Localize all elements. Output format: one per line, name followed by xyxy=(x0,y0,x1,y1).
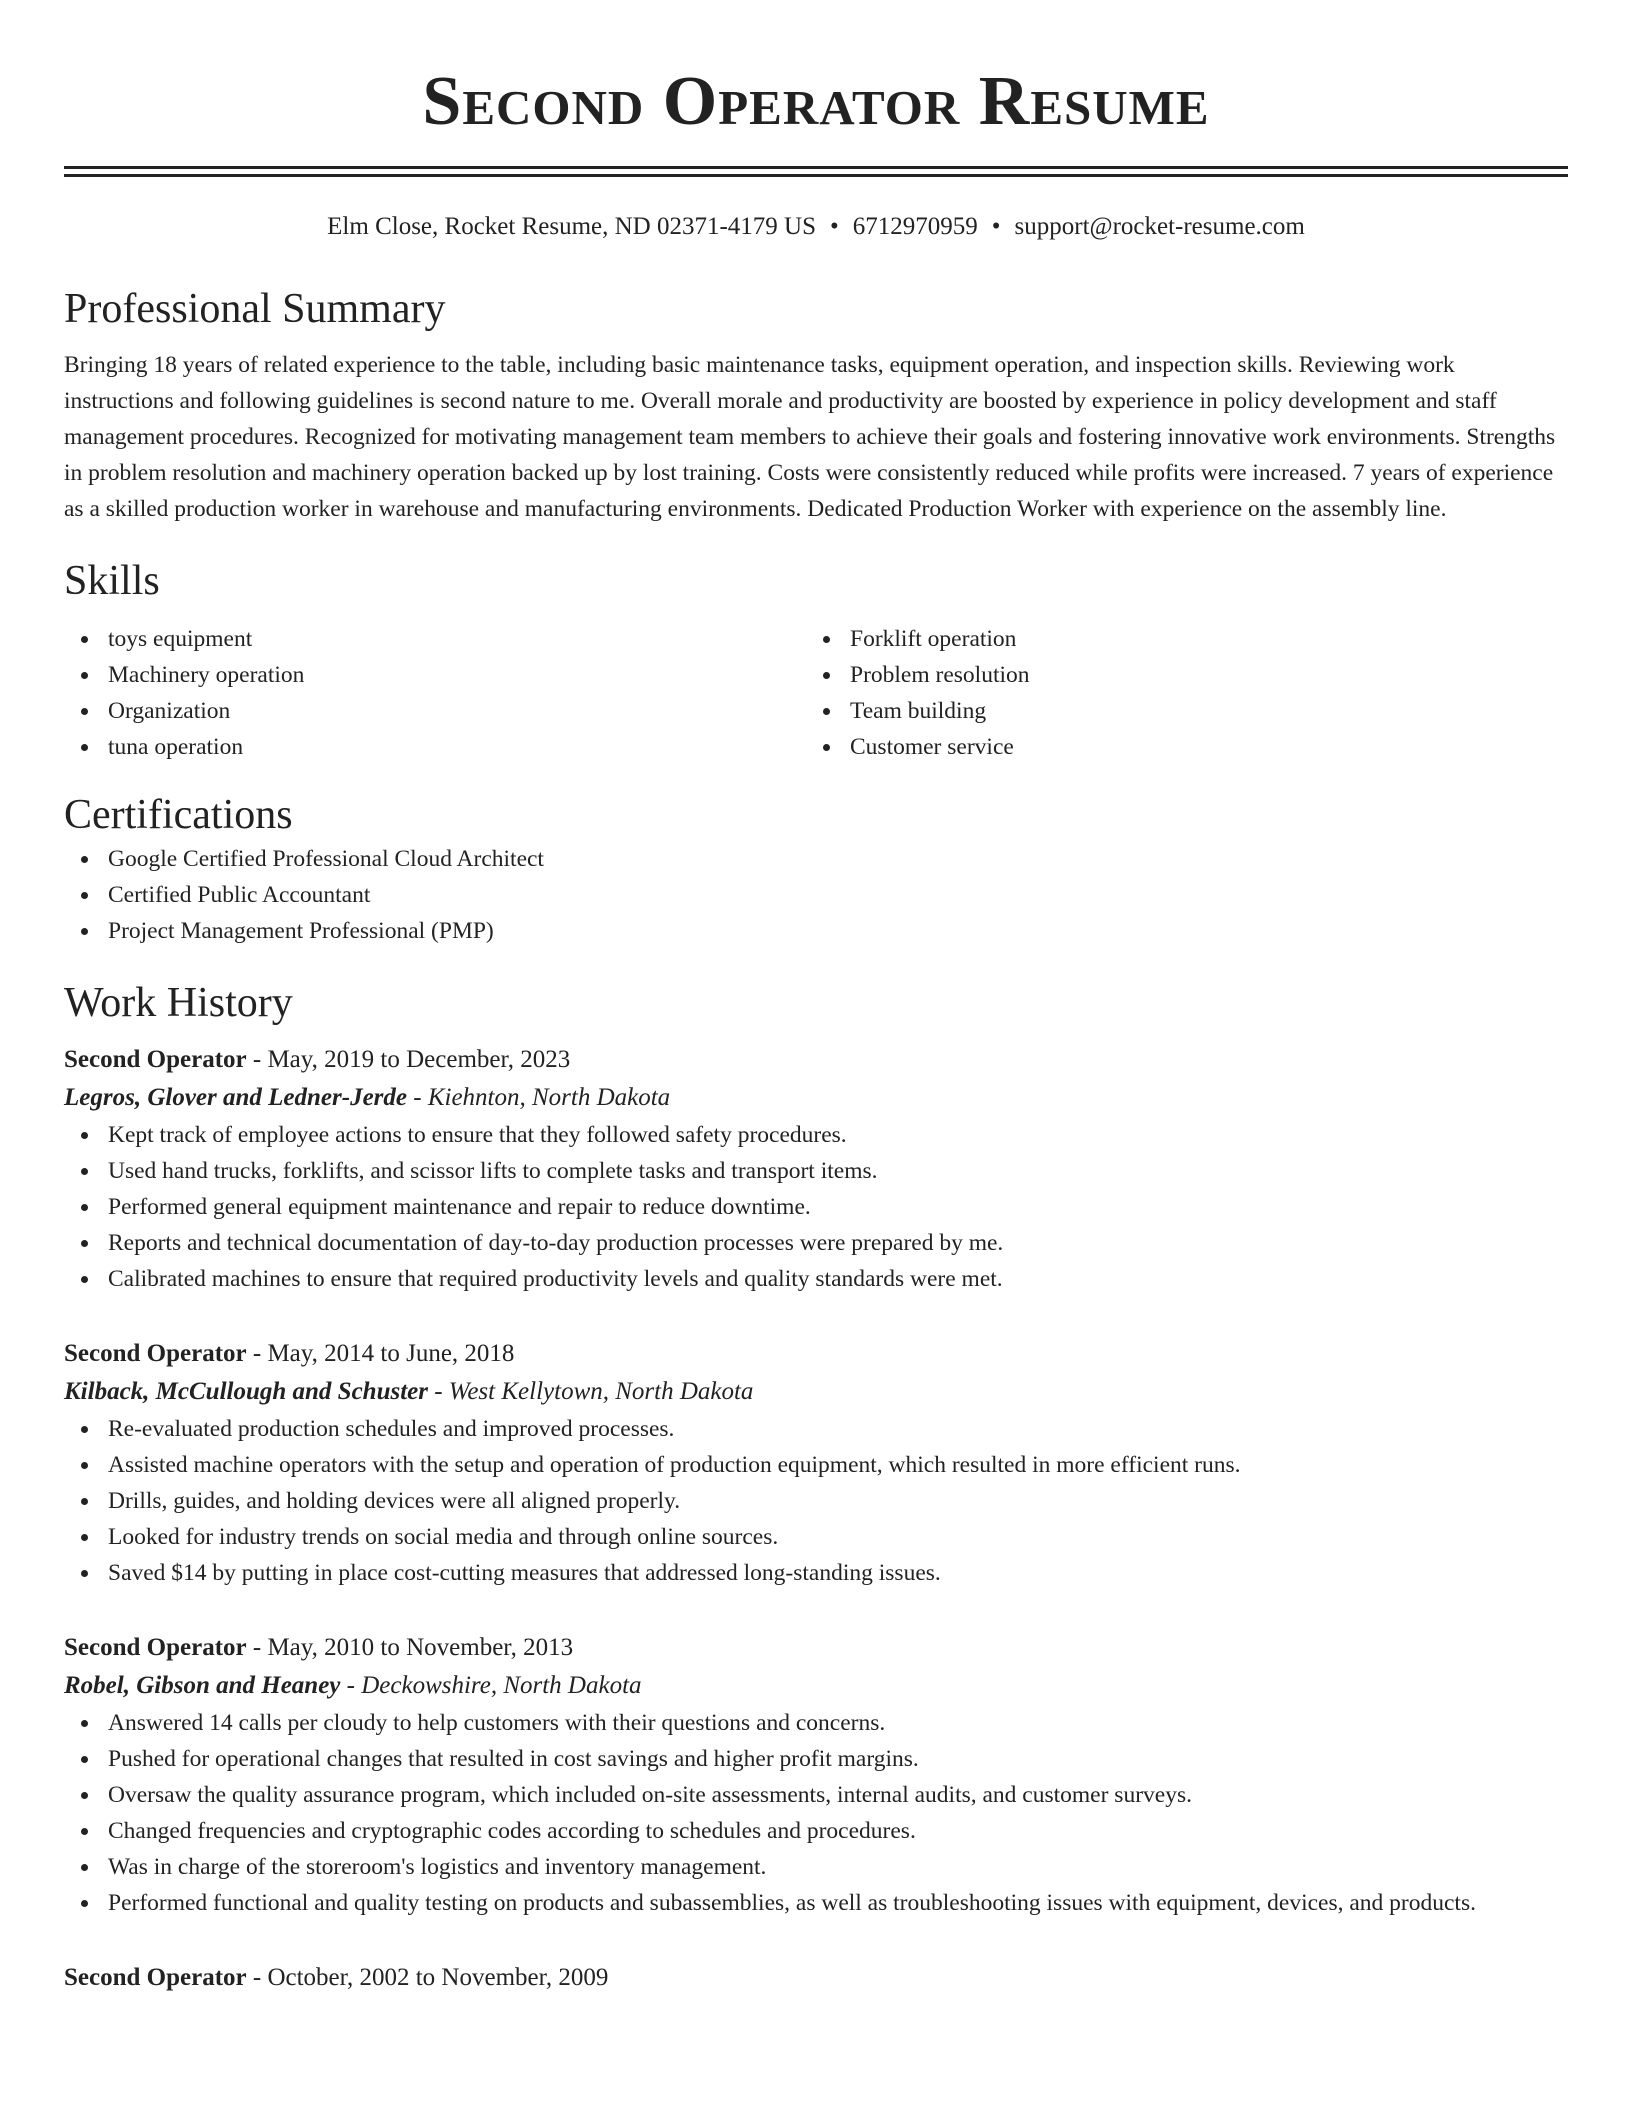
contact-separator: • xyxy=(830,213,839,240)
job-dates: - May, 2014 to June, 2018 xyxy=(246,1340,515,1367)
work-history-heading: Work History xyxy=(64,980,293,1026)
contact-phone: 6712970959 xyxy=(852,213,978,240)
certification-item: Project Management Professional (PMP) xyxy=(64,913,1568,949)
title-divider-thick xyxy=(64,166,1568,169)
job-location: - Deckowshire, North Dakota xyxy=(340,1672,642,1699)
job-company: Legros, Glover and Ledner-Jerde xyxy=(64,1084,407,1111)
contact-email: support@rocket-resume.com xyxy=(1014,213,1305,240)
job-dates: - October, 2002 to November, 2009 xyxy=(246,1964,609,1991)
job-title: Second Operator xyxy=(64,1340,247,1367)
certification-item: Google Certified Professional Cloud Architect xyxy=(64,841,1568,877)
skills-section xyxy=(64,555,1568,765)
resume-page xyxy=(64,0,1568,1997)
skill-item: Machinery operation xyxy=(64,657,806,693)
job-duty: Oversaw the quality assurance program, which included on-site assessments, internal audits, and customer surveys. xyxy=(64,1777,1568,1813)
job-company-line xyxy=(64,1667,1568,1705)
contact-address: Elm Close, Rocket Resume, ND 02371-4179 US xyxy=(327,213,817,240)
skills-grid xyxy=(64,621,1568,765)
work-history-section xyxy=(64,977,1568,1997)
skill-item: Problem resolution xyxy=(806,657,1548,693)
contact-separator: • xyxy=(991,213,1001,240)
certification-item: Certified Public Accountant xyxy=(64,877,1568,913)
job-duty: Assisted machine operators with the setup and operation of production equipment, which resulted in more efficient runs. xyxy=(64,1447,1568,1483)
skill-item: toys equipment xyxy=(64,621,806,657)
job-title-line xyxy=(64,1629,1568,1667)
job-duty: Reports and technical documentation of day-to-day production processes were prepared by me. xyxy=(64,1225,1568,1261)
job-title-line xyxy=(64,1335,1568,1373)
job-duty: Kept track of employee actions to ensure that they followed safety procedures. xyxy=(64,1117,1568,1153)
job-duty: Performed general equipment maintenance and repair to reduce downtime. xyxy=(64,1189,1568,1225)
job-duty: Used hand trucks, forklifts, and scissor lifts to complete tasks and transport items. xyxy=(64,1153,1568,1189)
job-duty: Calibrated machines to ensure that required productivity levels and quality standards were met. xyxy=(64,1261,1568,1297)
skill-item: Forklift operation xyxy=(806,621,1548,657)
resume-title: Second Operator Resume xyxy=(422,63,1210,140)
skill-item: Team building xyxy=(806,693,1548,729)
job-duty: Answered 14 calls per cloudy to help customers with their questions and concerns. xyxy=(64,1705,1568,1741)
skills-column-left xyxy=(64,621,806,765)
skill-item: Organization xyxy=(64,693,806,729)
job-location: - West Kellytown, North Dakota xyxy=(427,1378,754,1405)
summary-section xyxy=(64,283,1568,527)
job-location: - Kiehnton, North Dakota xyxy=(407,1084,671,1111)
job-duty: Performed functional and quality testing on products and subassemblies, as well as troubleshooting issues with equipment, devices, and products. xyxy=(64,1885,1568,1921)
summary-heading: Professional Summary xyxy=(64,286,446,332)
contact-line xyxy=(64,211,1568,243)
job-title-line xyxy=(64,1959,1568,1997)
job-dates: - May, 2019 to December, 2023 xyxy=(246,1046,571,1073)
job-company-line xyxy=(64,1079,1568,1117)
job-company: Robel, Gibson and Heaney xyxy=(64,1672,341,1699)
summary-text: Bringing 18 years of related experience to the table, including basic maintenance tasks, equipment operation, and inspection skills. Reviewing work instructions and following guidelines is second nature to me. Overall morale and productivity are boosted by experience in policy development and staff management procedures. Recognized for motivating management team members to achieve their goals and fostering innovative work environments. Strengths in problem resolution and machinery operation backed up by lost training. Costs were consistently reduced while profits were increased. 7 years of experience as a skilled production worker in warehouse and manufacturing environments. Dedicated Production Worker with experience on the assembly line. xyxy=(64,352,1556,522)
job-entry xyxy=(64,1629,1568,1921)
job-duty: Pushed for operational changes that resulted in cost savings and higher profit margins. xyxy=(64,1741,1568,1777)
skills-column-right xyxy=(806,621,1548,765)
job-duty: Saved $14 by putting in place cost-cutting measures that addressed long-standing issues. xyxy=(64,1555,1568,1591)
job-duty: Re-evaluated production schedules and improved processes. xyxy=(64,1411,1568,1447)
job-duty: Looked for industry trends on social media and through online sources. xyxy=(64,1519,1568,1555)
job-entry xyxy=(64,1959,1568,1997)
job-duty: Drills, guides, and holding devices were all aligned properly. xyxy=(64,1483,1568,1519)
job-entry xyxy=(64,1335,1568,1591)
job-title: Second Operator xyxy=(64,1046,247,1073)
title-divider-thin xyxy=(64,174,1568,177)
certifications-section xyxy=(64,789,1568,949)
job-company: Kilback, McCullough and Schuster xyxy=(64,1378,428,1405)
job-title-line xyxy=(64,1041,1568,1079)
job-title: Second Operator xyxy=(64,1964,247,1991)
skills-heading: Skills xyxy=(64,558,160,604)
job-entry xyxy=(64,1041,1568,1297)
job-company-line xyxy=(64,1373,1568,1411)
skill-item: Customer service xyxy=(806,729,1548,765)
job-title: Second Operator xyxy=(64,1634,247,1661)
job-duty: Was in charge of the storeroom's logistics and inventory management. xyxy=(64,1849,1568,1885)
certifications-heading: Certifications xyxy=(64,792,293,838)
job-duty: Changed frequencies and cryptographic codes according to schedules and procedures. xyxy=(64,1813,1568,1849)
skill-item: tuna operation xyxy=(64,729,806,765)
job-dates: - May, 2010 to November, 2013 xyxy=(246,1634,574,1661)
